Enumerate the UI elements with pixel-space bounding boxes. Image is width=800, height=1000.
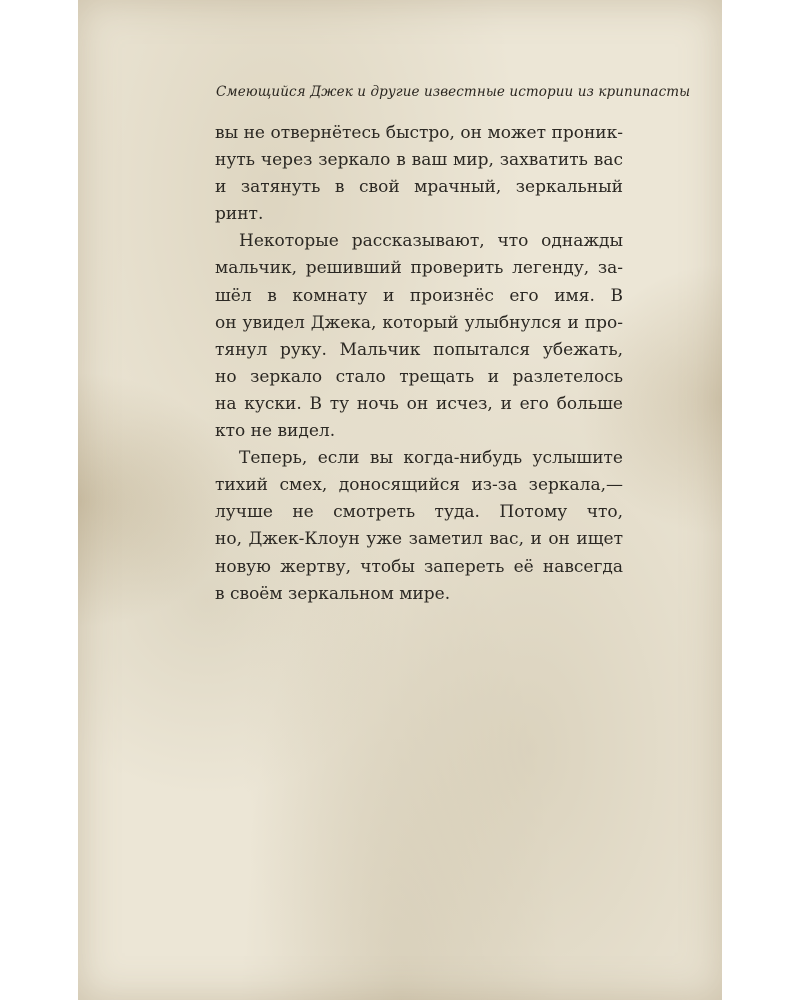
body-text	[215, 120, 623, 608]
text-line: Теперь, если вы когда-нибудь услышите	[239, 448, 623, 469]
text-line: шёл в комнату и произнёс его имя. В	[215, 285, 623, 306]
text-line: новую жертву, чтобы запереть её навсегда	[215, 556, 623, 577]
running-head: Смеющийся Джек и другие известные истории из крипипасты	[216, 84, 691, 100]
text-line: он увидел Джека, который улыбнулся и про-	[215, 312, 623, 333]
text-line: мальчик, решивший проверить легенду, за-	[215, 258, 623, 279]
text-line: и затянуть в свой мрачный, зеркальный	[215, 177, 623, 198]
text-line: но зеркало стало трещать и разлетелось	[215, 366, 623, 387]
text-line: кто не видел.	[215, 421, 336, 442]
text-line: но, Джек-Клоун уже заметил вас, и он ищет	[215, 529, 623, 550]
text-line: в своём зеркальном мире.	[215, 583, 451, 604]
text-line: лучше не смотреть туда. Потому что,	[215, 502, 623, 523]
text-line: тянул руку. Мальчик попытался убежать,	[215, 339, 623, 360]
text-line: тихий смех, доносящийся из-за зеркала,—	[215, 475, 623, 496]
text-line: вы не отвернётесь быстро, он может проник-	[215, 123, 623, 143]
text-line: Некоторые рассказывают, что однажды	[239, 231, 623, 252]
text-line: ринт.	[215, 204, 264, 225]
text-line: нуть через зеркало в ваш мир, захватить вас	[215, 150, 623, 171]
text-line: на куски. В ту ночь он исчез, и его больше	[215, 393, 623, 414]
